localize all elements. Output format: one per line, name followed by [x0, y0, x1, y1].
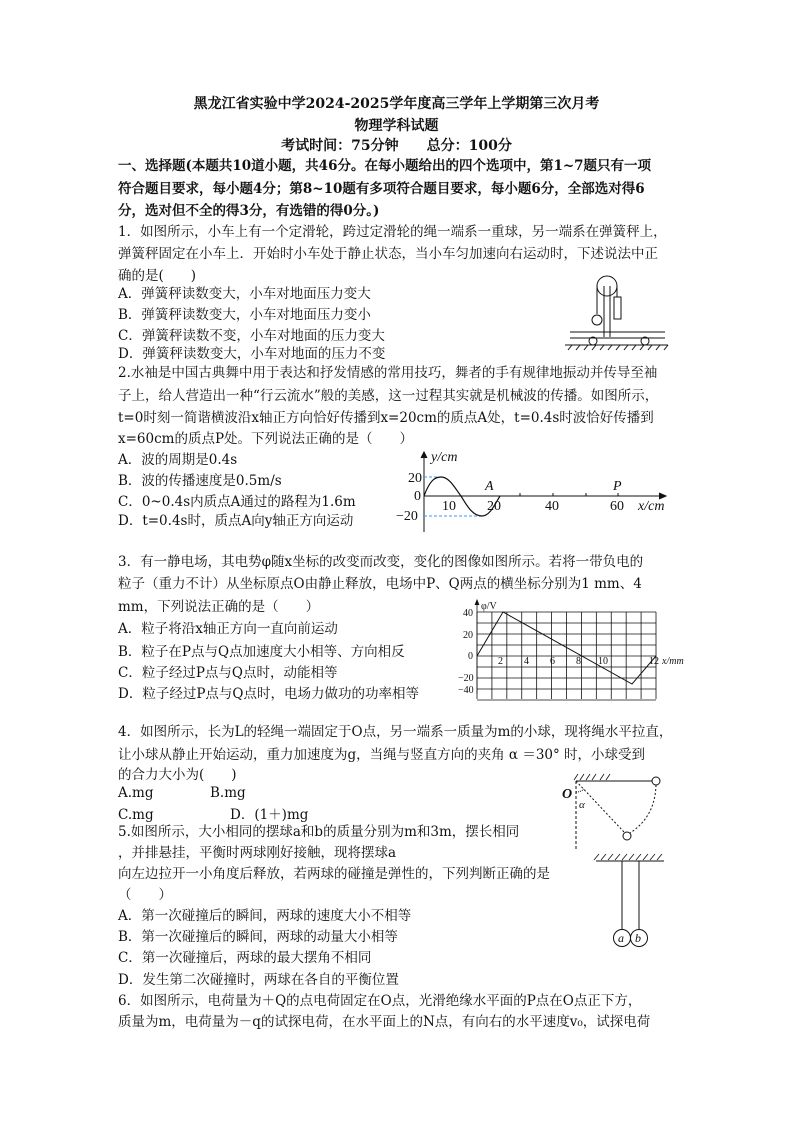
q3-potential-graph [448, 598, 693, 698]
q6-stem: 质量为m，电荷量为－q的试探电荷，在水平面上的N点，有向右的水平速度v₀，试探电荷 [118, 1014, 651, 1030]
q3-xtick: 2 [498, 656, 503, 667]
q1-option-a: A．弹簧秤读数变大，小车对地面压力变大 [118, 286, 371, 302]
q3-ytick: 0 [468, 651, 473, 662]
q1-option-d: D．弹簧秤读数变大，小车对地面的压力不变 [118, 346, 386, 362]
q3-ytick: −20 [458, 673, 474, 684]
q5-option-d: D．发生第二次碰撞时，两球在各自的平衡位置 [118, 972, 399, 988]
exam-title: 黑龙江省实验中学2024-2025学年度高三学年上学期第三次月考 [193, 96, 600, 112]
exam-info: 考试时间：75分钟 总分：100分 [281, 138, 512, 154]
q2-ytick: −20 [396, 509, 418, 524]
q3-ytick: 20 [463, 630, 473, 641]
q2-ytick: 0 [414, 489, 421, 504]
q4-option-b: B.mg [210, 785, 246, 801]
q3-xlabel: x/mm [662, 656, 684, 667]
q1-option-c: C．弹簧秤读数不变，小车对地面的压力变大 [118, 328, 385, 344]
q2-option-c: C．0~0.4s内质点A通过的路程为1.6m [118, 494, 356, 510]
q3-xtick: 8 [576, 656, 581, 667]
q5-ball-b: b [635, 931, 641, 945]
q2-point-p: P [613, 479, 622, 494]
q4-stem: 4．如图所示，长为L的轻绳一端固定于O点，另一端系一质量为m的小球，现将绳水平拉直， [118, 724, 673, 740]
q3-xtick: 10 [598, 656, 608, 667]
q3-ytick: 40 [463, 608, 473, 619]
q6-stem: 6．如图所示，电荷量为＋Q的点电荷固定在O点，光滑绝缘水平面的P点在O点正下方， [118, 993, 642, 1009]
q5-option-a: A．第一次碰撞后的瞬间，两球的速度大小不相等 [118, 908, 412, 924]
q1-stem: 1．如图所示，小车上有一个定滑轮，跨过定滑轮的绳一端系一重球，另一端系在弹簧秤上， [118, 224, 667, 240]
q4-option-a: A.mg [118, 785, 154, 801]
q4-stem: 的合力大小为( ) [118, 767, 237, 783]
q2-xtick: 10 [442, 499, 456, 514]
q5-stem: 向左边拉开一小角度后释放，若两球的碰撞是弹性的，下列判断正确的是 [118, 866, 550, 882]
q3-option-c: C．粒子经过P点与Q点时，动能相等 [118, 665, 338, 681]
q4-option-c: C.mg [118, 807, 154, 823]
q1-option-b: B．弹簧秤读数变大，小车对地面压力变小 [118, 307, 371, 323]
q3-stem: mm，下列说法正确的是（ ） [118, 599, 320, 615]
q2-stem: t=0时刻一简谐横波沿x轴正方向恰好传播到x=20cm的质点A处，t=0.4s时波恰好传播到 [118, 410, 654, 426]
q2-wave-figure [390, 450, 680, 535]
q2-stem: x=60cm的质点P处。下列说法正确的是（ ） [118, 431, 414, 447]
q5-ball-a: a [618, 931, 624, 945]
q4-label-o: O [562, 787, 573, 802]
q2-option-a: A．波的周期是0.4s [118, 452, 238, 468]
q5-option-c: C．第一次碰撞后，两球的最大摆角不相同 [118, 950, 372, 966]
q5-stem: 5.如图所示，大小相同的摆球a和b的质量分别为m和3m，摆长相同 [118, 824, 520, 840]
q2-option-b: B．波的传播速度是0.5m/s [118, 473, 282, 489]
q2-ytick: 20 [408, 471, 422, 486]
q1-cart-pulley-figure [560, 272, 680, 352]
q4-option-d: D．(1＋)mg [230, 807, 309, 823]
q3-stem: 粒子（重力不计）从坐标原点O由静止释放，电场中P、Q两点的横坐标分别为1 mm、4 [118, 576, 642, 592]
q3-ylabel: φ/V [481, 601, 497, 612]
q2-xtick: 40 [545, 499, 559, 514]
q5-stem: （ ） [118, 887, 172, 903]
q3-xtick: 6 [550, 656, 555, 667]
q2-xlabel: x/cm [638, 499, 665, 514]
q2-stem: 子上，给人营造出一种“行云流水”般的美感，这一过程其实就是机械波的传播。如图所示， [118, 388, 659, 404]
q2-xtick: 60 [610, 499, 624, 514]
exam-subject: 物理学科试题 [354, 118, 439, 134]
q3-stem: 3．有一静电场，其电势φ随x坐标的改变而改变，变化的图像如图所示。若将一带负电的 [118, 554, 644, 570]
q5-stem: ，并排悬挂，平衡时两球刚好接触，现将摆球a [118, 845, 397, 861]
q1-stem: 弹簧秤固定在小车上．开始时小车处于静止状态，当小车匀加速向右运动时，下述说法中正 [118, 246, 658, 262]
section-instructions: 分，选对但不全的得3分，有选错的得0分。) [118, 203, 380, 219]
section-instructions: 符合题目要求，每小题4分；第8~10题有多项符合题目要求，每小题6分，全部选对得6 [118, 181, 645, 197]
q3-ytick: −40 [458, 685, 474, 696]
q3-xtick: 12 [649, 656, 659, 667]
q3-option-b: B．粒子在P点与Q点加速度大小相等、方向相反 [118, 644, 405, 660]
q2-stem: 2.水袖是中国古典舞中用于表达和抒发情感的常用技巧，舞者的手有规律地振动并传导至袖 [118, 365, 658, 381]
q1-stem: 确的是( ) [118, 268, 197, 284]
q2-point-a: A [485, 479, 494, 494]
q2-option-d: D．t=0.4s时，质点A向y轴正方向运动 [118, 513, 354, 529]
q5-pendulums-figure [590, 852, 670, 952]
q4-label-alpha: α [579, 799, 585, 811]
q3-option-a: A．粒子将沿x轴正方向一直向前运动 [118, 621, 338, 637]
q4-pendulum-figure [560, 772, 670, 862]
section-instructions: 一、选择题(本题共10道小题，共46分。在每小题给出的四个选项中，第1~7题只有一项 [118, 158, 652, 174]
q3-option-d: D．粒子经过P点与Q点时，电场力做功的功率相等 [118, 686, 419, 702]
q5-option-b: B．第一次碰撞后的瞬间，两球的动量大小相等 [118, 929, 398, 945]
q2-ylabel: y/cm [431, 450, 458, 465]
q2-xtick: 20 [487, 499, 501, 514]
q4-stem: 让小球从静止开始运动，重力加速度为g，当绳与竖直方向的夹角 α ＝30° 时，小球受到 [118, 747, 646, 763]
q3-xtick: 4 [524, 656, 529, 667]
